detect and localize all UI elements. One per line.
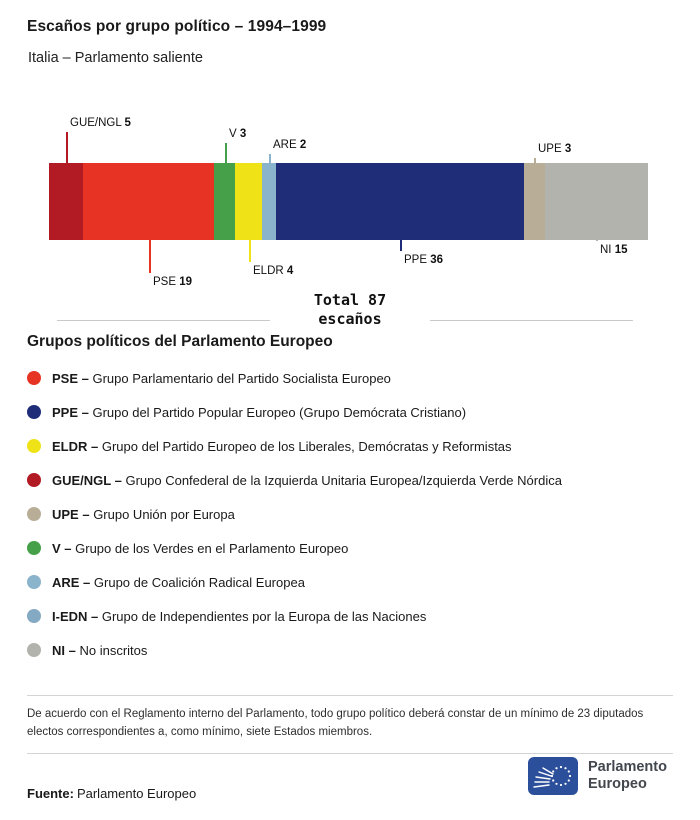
callout-label-are: ARE 2 [273,139,307,151]
legend-label-gue-ngl: GUE/NGL – Grupo Confederal de la Izquierda Unitaria Europea/Izquierda Verde Nórdica [52,472,562,488]
legend-item-eldr [27,429,677,463]
total-seats-line2: escaños [318,310,382,328]
legend-label-pse: PSE – Grupo Parlamentario del Partido Socialista Europeo [52,370,391,386]
legend-label-ppe: PPE – Grupo del Partido Popular Europeo (Grupo Demócrata Cristiano) [52,404,467,420]
logo-wordmark-line2: Europeo [588,776,647,792]
legend-dot-ppe [27,405,41,419]
source-label: Fuente: [27,786,74,801]
callout-line-gue-ngl [66,132,68,163]
logo-wordmark [588,759,667,793]
logo-wordmark-line1: Parlamento [588,759,667,775]
legend-item-gue-ngl [27,463,677,497]
legend-list [27,361,677,667]
eu-parliament-hemicycle-icon [528,757,578,795]
legend-label-eldr: ELDR – Grupo del Partido Europeo de los Liberales, Demócratas y Reformistas [52,438,512,454]
callout-line-are [269,154,271,163]
callout-line-ppe [400,240,402,251]
legend-item-v [27,531,677,565]
legend-item-upe [27,497,677,531]
bar-segment-eldr [235,163,263,240]
total-seats-line1: Total 87 [313,291,387,309]
callout-line-eldr [249,240,251,262]
callout-upe [534,143,572,163]
callout-gue-ngl [66,117,131,163]
callout-line-ni [596,240,598,241]
callout-line-pse [149,240,151,273]
callout-label-gue-ngl: GUE/NGL 5 [70,117,131,129]
callout-ppe [400,240,444,266]
european-parliament-logo [528,757,578,795]
legend-label-upe: UPE – Grupo Unión por Europa [52,506,235,522]
legend-dot-pse [27,371,41,385]
legend-label-are: ARE – Grupo de Coalición Radical Europea [52,574,305,590]
callout-label-v: V 3 [229,128,247,140]
legend-heading: Grupos políticos del Parlamento Europeo [27,333,333,350]
source-value: Parlamento Europeo [76,786,197,801]
callout-label-pse: PSE 19 [153,276,193,288]
total-seats-label [250,291,450,329]
legend-dot-gue-ngl [27,473,41,487]
legend-item-are [27,565,677,599]
bar-segment-ppe [276,163,524,240]
callout-eldr [249,240,294,277]
bar-segment-gue-ngl [49,163,83,240]
legend-label-ni: NI – No inscritos [52,642,148,658]
footer-divider [27,753,673,754]
bar-segment-are [262,163,276,240]
seats-stacked-bar-chart [0,0,700,340]
legend-dot-v [27,541,41,555]
legend-item-i-edn [27,599,677,633]
callout-ni [596,240,628,256]
bar-segment-ni [545,163,648,240]
footnote-text: De acuerdo con el Reglamento interno del Parlamento, todo grupo político deberá constar de un mínimo de 23 diputados electos correspondientes a, como mínimo, siete Estados miembros. [27,708,644,738]
footnote-divider [27,695,673,696]
callout-v [225,128,247,163]
total-divider-right [430,320,633,321]
callout-label-upe: UPE 3 [538,143,572,155]
callout-label-ppe: PPE 36 [404,254,444,266]
legend-dot-eldr [27,439,41,453]
legend-item-ni [27,633,677,667]
page-subtitle: Italia – Parlamento saliente [28,50,203,66]
legend-item-ppe [27,395,677,429]
stacked-bar [49,163,648,240]
callout-pse [149,240,193,288]
callout-are [269,139,307,163]
page-title: Escaños por grupo político – 1994–1999 [27,18,327,35]
legend-dot-are [27,575,41,589]
bar-segment-v [214,163,235,240]
legend-item-pse [27,361,677,395]
callout-label-ni: NI 15 [600,244,628,256]
callout-line-v [225,143,227,163]
callout-label-eldr: ELDR 4 [253,265,294,277]
bar-segment-pse [83,163,214,240]
callout-line-upe [534,158,536,163]
legend-dot-upe [27,507,41,521]
legend-dot-ni [27,643,41,657]
legend-dot-i-edn [27,609,41,623]
bar-segment-upe [524,163,545,240]
legend-label-i-edn: I-EDN – Grupo de Independientes por la Europa de las Naciones [52,608,427,624]
legend-label-v: V – Grupo de los Verdes en el Parlamento Europeo [52,540,349,556]
total-divider-left [57,320,270,321]
source-line [27,786,196,801]
